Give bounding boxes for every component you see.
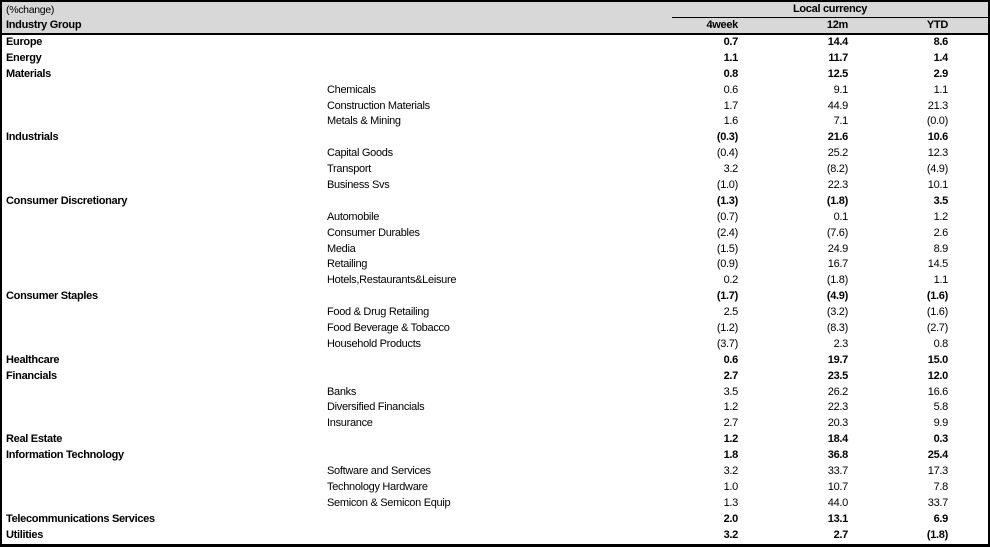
value-cell-4week: 1.3 (723, 496, 738, 509)
value-cell-4week: 0.2 (723, 274, 738, 287)
table-row (2, 273, 988, 289)
value-cell-12m: (3.2) (826, 306, 848, 319)
value-cell-12m: 44.0 (827, 496, 848, 509)
table-row (2, 448, 988, 464)
value-cell-ytd: 0.8 (933, 337, 948, 350)
industry-group-label: Information Technology (6, 449, 124, 462)
value-cell-4week: 0.7 (723, 36, 738, 48)
sub-industry-label: Capital Goods (327, 147, 393, 160)
table-row (2, 496, 988, 512)
value-cell-4week: 1.8 (723, 449, 738, 462)
table-row (2, 146, 988, 162)
sub-industry-label: Consumer Durables (327, 226, 420, 239)
value-cell-ytd: (4.9) (926, 163, 948, 176)
value-cell-ytd: 10.6 (927, 131, 948, 144)
column-header-ytd: YTD (926, 19, 948, 31)
industry-group-column-header: Industry Group (6, 19, 82, 31)
value-cell-4week: (0.7) (716, 210, 738, 223)
value-cell-ytd: 2.9 (933, 67, 948, 80)
value-cell-4week: (1.0) (716, 179, 738, 192)
table-row (2, 432, 988, 448)
industry-group-label: Europe (6, 36, 43, 48)
value-cell-ytd: 10.1 (927, 179, 948, 192)
value-cell-4week: (0.9) (716, 258, 738, 271)
value-cell-ytd: 6.9 (933, 512, 948, 525)
value-cell-ytd: (1.8) (926, 528, 948, 541)
value-cell-4week: 3.5 (723, 385, 738, 398)
value-cell-12m: 20.3 (827, 417, 848, 430)
local-currency-group-header (672, 2, 988, 18)
sub-industry-label: Metals & Mining (327, 115, 401, 128)
industry-group-label: Consumer Staples (6, 290, 98, 303)
table-row (2, 369, 988, 385)
value-cell-12m: 19.7 (827, 353, 848, 366)
sub-industry-label: Chemicals (327, 83, 376, 96)
value-cell-12m: (1.8) (826, 194, 848, 207)
value-cell-ytd: 1.2 (933, 210, 948, 223)
value-cell-ytd: 14.5 (927, 258, 948, 271)
value-cell-ytd: 1.1 (933, 83, 948, 96)
value-cell-12m: 18.4 (827, 433, 848, 446)
value-cell-4week: (1.7) (716, 290, 738, 303)
value-cell-12m: (8.3) (826, 322, 848, 335)
value-cell-12m: 36.8 (827, 449, 848, 462)
table-row (2, 162, 988, 178)
table-row (2, 257, 988, 273)
industry-group-label: Energy (6, 51, 42, 64)
sub-industry-label: Technology Hardware (327, 480, 428, 493)
value-cell-12m: 22.3 (827, 401, 848, 414)
value-cell-4week: (1.2) (716, 322, 738, 335)
value-cell-12m: 9.1 (833, 83, 848, 96)
table-row (2, 99, 988, 115)
industry-group-label: Materials (6, 67, 51, 80)
value-cell-4week: 1.6 (723, 115, 738, 128)
value-cell-12m: 16.7 (827, 258, 848, 271)
value-cell-ytd: (1.6) (926, 290, 948, 303)
table-row (2, 178, 988, 194)
industry-group-label: Financials (6, 369, 57, 382)
table-row (2, 528, 988, 544)
table-header (2, 2, 988, 35)
value-cell-12m: 11.7 (828, 51, 848, 64)
table-row (2, 464, 988, 480)
industry-group-label: Healthcare (6, 353, 60, 366)
value-cell-12m: 10.7 (827, 480, 848, 493)
sub-industry-label: Automobile (327, 210, 380, 223)
value-cell-ytd: 1.1 (933, 274, 948, 287)
value-cell-ytd: 8.9 (933, 242, 948, 255)
table-row (2, 512, 988, 528)
sub-industry-label: Diversified Financials (327, 401, 425, 414)
sub-industry-label: Food & Drug Retailing (327, 306, 429, 319)
table-row (2, 337, 988, 353)
table-row (2, 210, 988, 226)
value-cell-4week: 2.7 (723, 369, 738, 382)
header-row-columns (2, 18, 988, 33)
table-row (2, 305, 988, 321)
table-row (2, 51, 988, 67)
value-cell-4week: (0.3) (716, 131, 738, 144)
table-row (2, 35, 988, 51)
value-cell-ytd: 0.3 (933, 433, 948, 446)
column-header-4week: 4week (706, 19, 738, 31)
value-cell-ytd: 2.6 (933, 226, 948, 239)
table-row (2, 353, 988, 369)
value-cell-4week: 0.6 (723, 353, 738, 366)
table-row (2, 416, 988, 432)
sub-industry-label: Semicon & Semicon Equip (327, 496, 451, 509)
sub-industry-label: Media (327, 242, 356, 255)
value-cell-ytd: 33.7 (927, 496, 948, 509)
table-body (2, 35, 988, 544)
sub-industry-label: Retailing (327, 258, 368, 271)
sub-industry-label: Software and Services (327, 465, 431, 478)
value-cell-12m: (8.2) (826, 163, 848, 176)
value-cell-ytd: 21.3 (927, 99, 948, 112)
value-cell-ytd: 8.6 (933, 36, 948, 48)
table-row (2, 480, 988, 496)
value-cell-12m: 33.7 (827, 465, 848, 478)
value-cell-12m: 2.7 (833, 528, 848, 541)
value-cell-4week: 1.2 (723, 401, 738, 414)
value-cell-ytd: 7.8 (933, 480, 948, 493)
value-cell-ytd: 17.3 (927, 465, 948, 478)
sub-industry-label: Household Products (327, 337, 421, 350)
value-cell-ytd: 9.9 (933, 417, 948, 430)
value-cell-12m: 24.9 (827, 242, 848, 255)
value-cell-4week: (1.3) (716, 194, 738, 207)
value-cell-4week: 3.2 (723, 163, 738, 176)
value-cell-12m: (4.9) (826, 290, 848, 303)
value-cell-ytd: (1.6) (926, 306, 948, 319)
value-cell-4week: (0.4) (716, 147, 738, 160)
value-cell-ytd: 15.0 (927, 353, 948, 366)
value-cell-12m: 23.5 (827, 369, 848, 382)
value-cell-4week: (2.4) (716, 226, 738, 239)
table-row (2, 289, 988, 305)
value-cell-4week: 3.2 (723, 465, 738, 478)
sub-industry-label: Business Svs (327, 179, 390, 192)
percent-change-label: (%change) (6, 4, 55, 16)
value-cell-12m: 12.5 (827, 67, 848, 80)
value-cell-4week: 2.5 (723, 306, 738, 319)
value-cell-ytd: (0.0) (926, 115, 948, 128)
table-row (2, 400, 988, 416)
column-header-12m: 12m (826, 19, 848, 31)
table-row (2, 321, 988, 337)
value-cell-4week: 2.7 (723, 417, 738, 430)
value-cell-4week: 2.0 (723, 512, 738, 525)
value-cell-ytd: 12.3 (927, 147, 948, 160)
table-row (2, 385, 988, 401)
sub-industry-label: Hotels,Restaurants&Leisure (327, 274, 457, 287)
industry-group-label: Industrials (6, 131, 59, 144)
table-row (2, 83, 988, 99)
value-cell-ytd: 16.6 (927, 385, 948, 398)
value-cell-4week: 1.0 (723, 480, 738, 493)
value-cell-4week: 1.7 (723, 99, 738, 112)
table-row (2, 226, 988, 242)
sub-industry-label: Construction Materials (327, 99, 430, 112)
sub-industry-label: Transport (327, 163, 371, 176)
value-cell-ytd: 1.4 (933, 51, 948, 64)
industry-group-label: Real Estate (6, 433, 63, 446)
value-cell-12m: 44.9 (827, 99, 848, 112)
value-cell-4week: (1.5) (716, 242, 738, 255)
value-cell-12m: (1.8) (826, 274, 848, 287)
value-cell-12m: 2.3 (833, 337, 848, 350)
table-row (2, 114, 988, 130)
value-cell-4week: (3.7) (716, 337, 738, 350)
value-cell-4week: 1.2 (723, 433, 738, 446)
value-cell-12m: 7.1 (833, 115, 848, 128)
table-row (2, 194, 988, 210)
value-cell-12m: 21.6 (827, 131, 848, 144)
sub-industry-label: Banks (327, 385, 357, 398)
value-cell-12m: (7.6) (826, 226, 848, 239)
value-cell-12m: 25.2 (827, 147, 848, 160)
industry-group-label: Utilities (6, 528, 44, 541)
value-cell-12m: 13.1 (827, 512, 848, 525)
industry-group-label: Telecommunications Services (6, 512, 155, 525)
local-currency-label: Local currency (792, 3, 868, 15)
value-cell-12m: 22.3 (827, 179, 848, 192)
value-cell-ytd: 5.8 (933, 401, 948, 414)
value-cell-12m: 14.4 (827, 36, 848, 48)
value-cell-4week: 3.2 (723, 528, 738, 541)
value-cell-4week: 1.1 (723, 51, 738, 64)
sub-industry-label: Insurance (327, 417, 373, 430)
value-cell-ytd: 25.4 (927, 449, 948, 462)
sub-industry-label: Food Beverage & Tobacco (327, 322, 450, 335)
value-cell-4week: 0.6 (723, 83, 738, 96)
value-cell-ytd: 12.0 (927, 369, 948, 382)
table-row (2, 67, 988, 83)
value-cell-ytd: (2.7) (926, 322, 948, 335)
table-row (2, 130, 988, 146)
value-cell-12m: 26.2 (827, 385, 848, 398)
industry-group-label: Consumer Discretionary (6, 194, 128, 207)
header-row-top (2, 2, 988, 18)
table-row (2, 242, 988, 258)
value-cell-ytd: 3.5 (933, 194, 948, 207)
value-cell-4week: 0.8 (723, 67, 738, 80)
value-cell-12m: 0.1 (833, 210, 848, 223)
